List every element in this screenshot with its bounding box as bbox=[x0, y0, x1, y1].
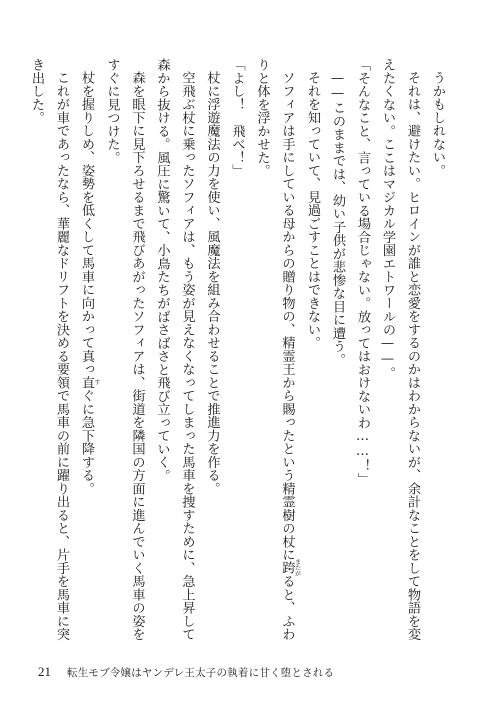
text-line: すぐに見つけた。 bbox=[104, 58, 120, 164]
text-line: それは、避けたい。ヒロインが誰と恋愛をするのかはわからないが、余計なことをして物語を変 bbox=[405, 71, 420, 641]
text-line: き出した。 bbox=[29, 58, 44, 125]
text-line: それを知っていて、見過ごすことはできない。 bbox=[305, 71, 320, 350]
text-line: 空飛ぶ杖に乗ったソフィアは、もう姿が見えなくなってしまった馬車を捜すために、急上昇して bbox=[179, 71, 195, 641]
page-footer bbox=[38, 664, 334, 680]
ruby-annotation: 直 す bbox=[79, 375, 100, 390]
body-text bbox=[29, 58, 450, 641]
text-line: 森を眼下に見下ろせるまで飛びあがったソフィアは、街道を隣国の方面に進んでいく馬車の姿を bbox=[129, 71, 145, 641]
text-line: 杖を握りしめ、姿勢を低くして馬車に向かって真っ直 すぐに急下降する。 bbox=[79, 71, 100, 496]
text-line: ——このままでは、幼い子供が悲惨な目に遭う。 bbox=[330, 71, 345, 367]
book-title: 転生モブ令嬢はヤンデレ王太子の執着に甘く堕とされる bbox=[67, 666, 335, 679]
text-line: えたくない。ここはマジカル学園エトワールの——。 bbox=[380, 58, 395, 380]
text-line: 杖に浮遊魔法の力を使い、風魔法を組み合わせることで推進力を作る。 bbox=[204, 71, 220, 496]
text-line: 「そんなこと、言っている場合じゃない。放ってはおけないわ……！」 bbox=[355, 58, 370, 486]
page-number: 21 bbox=[38, 664, 51, 679]
text-line: これが車であったなら、華麗なドリフトを決める要領で馬車の前に躍り出ると、片手を馬車に突 bbox=[54, 71, 69, 641]
text-line: 「よし！ 飛べ！」 bbox=[229, 58, 245, 178]
text-line: りと体を浮かせた。 bbox=[254, 58, 270, 178]
text-line: ソフィアは手にしている母からの贈り物の、精霊王から賜ったという精霊樹の杖に跨 またがると、ふわ bbox=[279, 71, 301, 641]
ruby-annotation: 跨 またが bbox=[279, 558, 301, 578]
text-line: 森から抜ける。風圧に驚いて、小鳥たちがばさばさと飛び立っていく。 bbox=[154, 58, 170, 482]
text-line: うかもしれない。 bbox=[430, 71, 445, 178]
